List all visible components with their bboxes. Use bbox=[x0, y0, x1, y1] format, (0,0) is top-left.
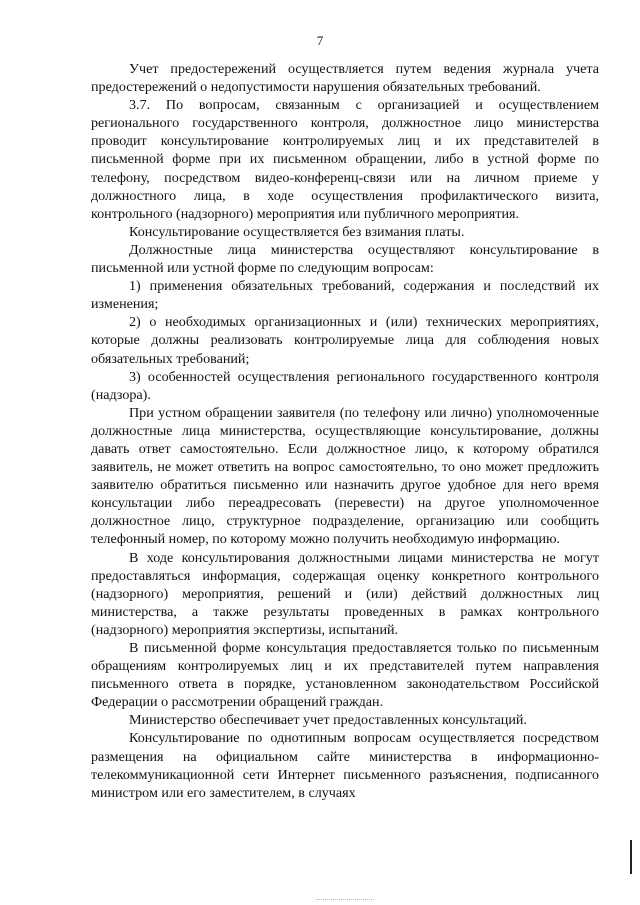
paragraph: Министерство обеспечивает учет предоставленных консультаций. bbox=[129, 712, 527, 729]
scan-edge-mark bbox=[630, 840, 632, 874]
paragraph: В письменной форме консультация предоставляется только по письменным обращениям контролируемых лиц и их представителей путем направления письменного ответа в порядке, установленном законодательством Российской Федерации о рассмотрении обращений граждан. bbox=[91, 640, 599, 711]
paragraph: В ходе консультирования должностными лицами министерства не могут предоставляться информация, содержащая оценку конкретного контрольного (надзорного) мероприятия, решений и (или) действий должностных лиц министерства, а также результаты проведенных в рамках контрольного (надзорного) мероприятия экспертизы, испытаний. bbox=[91, 549, 599, 638]
list-item: 3) особенностей осуществления регионального государственного контроля (надзора). bbox=[91, 368, 599, 403]
paragraph: 3.7. По вопросам, связанным с организацией и осуществлением регионального государственного контроля, должностное лицо министерства проводит консультирование контролируемых лиц и их представителей в письменной форме при их письменном обращении, либо в устной форме по телефону, посредством видео-конференц-связи или на личном приеме у должностного лица, в ходе осуществления профилактического визита, контрольного (надзорного) мероприятия или публичного мероприятия. bbox=[91, 97, 599, 222]
scan-artifact-line bbox=[316, 899, 374, 900]
page-number: 7 bbox=[316, 33, 324, 48]
paragraph: Должностные лица министерства осуществляют консультирование в письменной или устной форме по следующим вопросам: bbox=[91, 241, 599, 277]
list-item: 1) применения обязательных требований, содержания и последствий их изменения; bbox=[91, 278, 599, 313]
document-body bbox=[91, 60, 599, 802]
paragraph: При устном обращении заявителя (по телефону или лично) уполномоченные должностные лица министерства, осуществляющие консультирование, должны давать ответ самостоятельно. Если должностное лицо, к которому обратился заявитель, не может ответить на вопрос самостоятельно, то оно может предложить заявителю обратиться письменно или назначить другое удобное для него время консультации либо переадресовать (перевести) на другое уполномоченное должностное лицо, структурное подразделение, организацию или сообщить телефонный номер, по которому можно получить необходимую информацию. bbox=[91, 404, 599, 548]
list-item: 2) о необходимых организационных и (или) технических мероприятиях, которые должны реализовать контролируемые лица для соблюдения новых обязательных требований; bbox=[91, 314, 599, 367]
paragraph: Консультирование по однотипным вопросам осуществляется посредством размещения на официальном сайте министерства в информационно-телекоммуникационной сети Интернет письменного разъяснения, подписанного министром или его заместителем, в случаях bbox=[91, 730, 599, 801]
paragraph: Консультирование осуществляется без взимания платы. bbox=[129, 223, 465, 240]
paragraph: Учет предостережений осуществляется путем ведения журнала учета предостережений о недопустимости нарушения обязательных требований. bbox=[91, 61, 599, 96]
